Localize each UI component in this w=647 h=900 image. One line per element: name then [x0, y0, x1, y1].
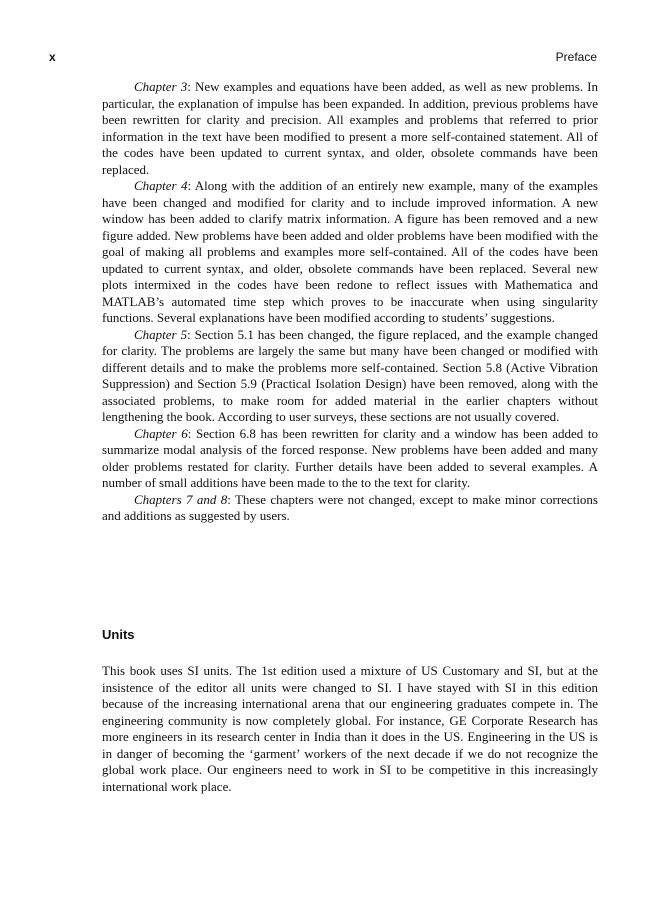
chapter-5-label: Chapter 5 — [134, 326, 188, 342]
chapter-3-label: Chapter 3 — [134, 79, 188, 94]
chapter-5-paragraph — [102, 327, 598, 426]
chapter-6-label: Chapter 6 — [134, 425, 188, 441]
running-title: Preface — [555, 50, 597, 64]
units-paragraph: This book uses SI units. The 1st edition used a mixture of US Customary and SI, but at the insistence of the editor all units were changed to SI. I have stayed with SI in this edition because of the increasing international arena that our engineering graduates compete in. The engineering community is now completely global. For instance, GE Corporate Research has more engineers in its research center in India than it does in the US. Engineering in the US is in danger of becoming the ‘garment’ workers of the next decade if we do not recognize the global work place. Our engineers need to work in SI to be competitive in this increasingly international work place. — [102, 663, 598, 794]
running-head — [49, 50, 597, 66]
chapters-7-8-label: Chapters 7 and 8 — [134, 491, 228, 507]
units-section — [102, 663, 598, 795]
chapter-revision-notes — [102, 79, 598, 525]
units-heading: Units — [102, 627, 135, 642]
chapters-7-8-paragraph — [102, 492, 598, 525]
chapter-6-paragraph — [102, 426, 598, 492]
chapter-3-text: : New examples and equations have been added, as well as new problems. In particular, the explanation of impulse has been expanded. In addition, previous problems have been rewritten for clarity and precision. All examples and problems that referred to prior information in the text have been modified to present a more self-contained statement. All of the codes have been updated to current syntax, and older, obsolete commands have been replaced. — [102, 79, 599, 177]
chapter-5-text: : Section 5.1 has been changed, the figure replaced, and the example changed for clarity. The problems are largely the same but many have been changed or modified with different details and to make the problems more self-contained. Section 5.8 (Active Vibration Suppression) and Section 5.9 (Practical Isolation Design) have been removed, along with the associated problems, to make room for added material in the earlier chapters without lengthening the book. According to user surveys, these sections are not usually covered. — [102, 326, 598, 424]
chapter-4-paragraph — [102, 178, 598, 327]
chapter-4-label: Chapter 4 — [134, 178, 188, 193]
chapter-6-text: : Section 6.8 has been rewritten for clarity and a window has been added to summarize modal analysis of the forced response. New problems have been added and many older problems restated for clarity. Further details have been added to several examples. A number of small additions have been made to the to the text for clarity. — [102, 425, 598, 490]
chapters-7-8-text: : These chapters were not changed, except to make minor corrections and additions as suggested by users. — [102, 491, 598, 523]
chapter-3-paragraph — [102, 79, 598, 178]
page-number: x — [49, 50, 56, 64]
chapter-4-text: : Along with the addition of an entirely new example, many of the examples have been changed and modified for clarity and to include improved information. A new window has been added to clarify matrix information. A figure has been removed and a new figure added. New problems have been added and older problems have been modified with the goal of making all problems and examples more self-contained. All of the codes have been updated to current syntax, and older, obsolete commands have been replaced. Several new plots intermixed in the codes have been redone to reflect issues with Mathematica and MATLAB’s automated time step which proves to be inaccurate when using singularity functions. Several explanations have been modified according to students’ suggestions. — [102, 178, 598, 325]
